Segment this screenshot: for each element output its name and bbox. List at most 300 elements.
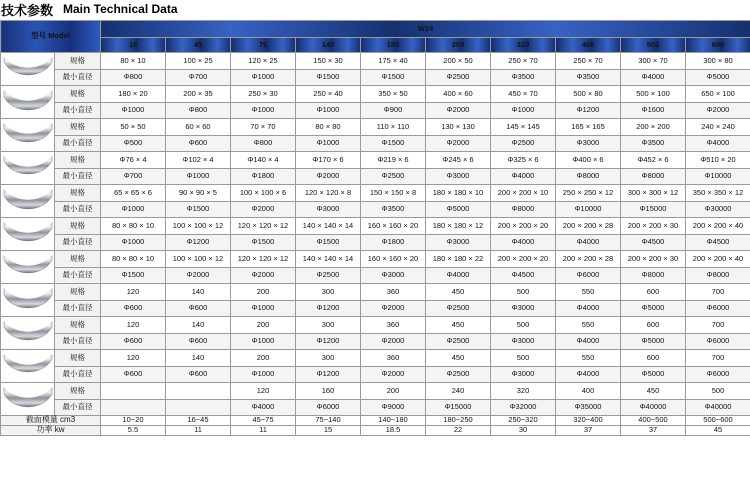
cell-r5-c1: Φ600 [166, 135, 231, 152]
cell-r11-c2: Φ1500 [231, 234, 296, 251]
cell-r18-c8: 600 [621, 350, 686, 367]
cell-r4-c5: 130 × 130 [426, 119, 491, 136]
table-row [1, 284, 750, 301]
cell-r2-c1: 200 × 35 [166, 86, 231, 103]
cell-r0-c4: 175 × 40 [361, 53, 426, 70]
row-label-spec: 规格 [55, 185, 101, 202]
table-row [1, 267, 750, 284]
cell-r13-c4: Φ3000 [361, 267, 426, 284]
arc-profile-icon [1, 185, 55, 218]
cell-r6-c7: Φ400 × 6 [556, 152, 621, 169]
cell-r1-c6: Φ3500 [491, 69, 556, 86]
cell-r1-c9: Φ5000 [686, 69, 750, 86]
cell-r19-c1: Φ600 [166, 366, 231, 383]
cell-r19-c8: Φ5000 [621, 366, 686, 383]
cell-r3-c2: Φ1000 [231, 102, 296, 119]
table-row [1, 102, 750, 119]
cell-r14-c9: 700 [686, 284, 750, 301]
cell-r15-c6: Φ3000 [491, 300, 556, 317]
cell-r16-c6: 500 [491, 317, 556, 334]
table-footer [1, 416, 750, 436]
cell-r17-c2: Φ1000 [231, 333, 296, 350]
group-header-w24: W24 [101, 21, 750, 38]
table-row [1, 350, 750, 367]
page-title-en: Main Technical Data [63, 2, 178, 16]
technical-data-table [0, 20, 750, 436]
cell-r3-c4: Φ900 [361, 102, 426, 119]
cell-r16-c3: 300 [296, 317, 361, 334]
cell-r8-c2: 100 × 100 × 6 [231, 185, 296, 202]
cell-r15-c8: Φ5000 [621, 300, 686, 317]
cell-r5-c3: Φ1000 [296, 135, 361, 152]
cell-r6-c1: Φ102 × 4 [166, 152, 231, 169]
cell-r17-c4: Φ2000 [361, 333, 426, 350]
cell-r14-c5: 450 [426, 284, 491, 301]
cell-r3-c3: Φ1000 [296, 102, 361, 119]
cell-r0-c5: 200 × 50 [426, 53, 491, 70]
table-row [1, 152, 750, 169]
cell-r9-c0: Φ1000 [101, 201, 166, 218]
cell-r14-c8: 600 [621, 284, 686, 301]
cell-r2-c7: 500 × 80 [556, 86, 621, 103]
cell-r1-c2: Φ1000 [231, 69, 296, 86]
footer-cell-r0-c5: 180~250 [426, 416, 491, 426]
cell-r18-c6: 500 [491, 350, 556, 367]
cell-r13-c0: Φ1500 [101, 267, 166, 284]
cell-r14-c1: 140 [166, 284, 231, 301]
cell-r3-c6: Φ1000 [491, 102, 556, 119]
footer-cell-r1-c6: 30 [491, 425, 556, 435]
row-label-min-diameter: 最小直径 [55, 300, 101, 317]
cell-r15-c2: Φ1000 [231, 300, 296, 317]
table-row [1, 234, 750, 251]
cell-r20-c9: 500 [686, 383, 750, 400]
cell-r16-c9: 700 [686, 317, 750, 334]
arc-profile-icon [1, 284, 55, 317]
cell-r11-c4: Φ1800 [361, 234, 426, 251]
table-row [1, 333, 750, 350]
cell-r1-c3: Φ1500 [296, 69, 361, 86]
cell-r0-c1: 100 × 25 [166, 53, 231, 70]
cell-r7-c1: Φ1000 [166, 168, 231, 185]
cell-r8-c4: 150 × 150 × 8 [361, 185, 426, 202]
cell-r17-c6: Φ3000 [491, 333, 556, 350]
cell-r7-c0: Φ700 [101, 168, 166, 185]
cell-r2-c4: 350 × 50 [361, 86, 426, 103]
cell-r6-c2: Φ140 × 4 [231, 152, 296, 169]
cell-r8-c6: 200 × 200 × 10 [491, 185, 556, 202]
cell-r21-c5: Φ15000 [426, 399, 491, 416]
cell-r9-c3: Φ3000 [296, 201, 361, 218]
cell-r15-c0: Φ600 [101, 300, 166, 317]
cell-r14-c6: 500 [491, 284, 556, 301]
cell-r19-c6: Φ3000 [491, 366, 556, 383]
cell-r16-c5: 450 [426, 317, 491, 334]
cell-r0-c9: 300 × 80 [686, 53, 750, 70]
table-row [1, 69, 750, 86]
cell-r0-c6: 250 × 70 [491, 53, 556, 70]
page-title [0, 0, 750, 18]
table-row [1, 218, 750, 235]
row-label-spec: 规格 [55, 218, 101, 235]
cell-r17-c8: Φ5000 [621, 333, 686, 350]
table-row [1, 317, 750, 334]
cell-r11-c5: Φ3000 [426, 234, 491, 251]
table-row [1, 185, 750, 202]
cell-r18-c2: 200 [231, 350, 296, 367]
cell-r8-c9: 350 × 350 × 12 [686, 185, 750, 202]
cell-r11-c0: Φ1000 [101, 234, 166, 251]
cell-r15-c7: Φ4000 [556, 300, 621, 317]
row-label-spec: 规格 [55, 350, 101, 367]
footer-cell-r1-c2: 11 [231, 425, 296, 435]
arc-profile-icon [1, 86, 55, 119]
cell-r11-c3: Φ1500 [296, 234, 361, 251]
cell-r9-c5: Φ5000 [426, 201, 491, 218]
cell-r10-c5: 180 × 180 × 12 [426, 218, 491, 235]
cell-r16-c7: 550 [556, 317, 621, 334]
size-header-5: 250 [426, 38, 491, 53]
size-header-7: 400 [556, 38, 621, 53]
cell-r7-c5: Φ3000 [426, 168, 491, 185]
row-label-min-diameter: 最小直径 [55, 267, 101, 284]
table-header [1, 21, 750, 53]
arc-profile-icon [1, 152, 55, 185]
cell-r7-c6: Φ4000 [491, 168, 556, 185]
cell-r13-c5: Φ4000 [426, 267, 491, 284]
table-row [1, 86, 750, 103]
cell-r8-c8: 300 × 300 × 12 [621, 185, 686, 202]
cell-r2-c5: 400 × 60 [426, 86, 491, 103]
footer-cell-r0-c4: 140~180 [361, 416, 426, 426]
cell-r11-c9: Φ4500 [686, 234, 750, 251]
cell-r10-c0: 80 × 80 × 10 [101, 218, 166, 235]
cell-r19-c5: Φ2500 [426, 366, 491, 383]
footer-cell-r1-c1: 11 [166, 425, 231, 435]
cell-r12-c6: 200 × 200 × 20 [491, 251, 556, 268]
cell-r9-c1: Φ1500 [166, 201, 231, 218]
footer-cell-r1-c0: 5.5 [101, 425, 166, 435]
footer-cell-r0-c1: 16~45 [166, 416, 231, 426]
footer-cell-r1-c7: 37 [556, 425, 621, 435]
cell-r15-c1: Φ600 [166, 300, 231, 317]
cell-r16-c1: 140 [166, 317, 231, 334]
table-row [1, 399, 750, 416]
cell-r5-c8: Φ3500 [621, 135, 686, 152]
cell-r6-c5: Φ245 × 6 [426, 152, 491, 169]
arc-profile-icon [1, 53, 55, 86]
cell-r5-c9: Φ4000 [686, 135, 750, 152]
cell-r4-c1: 60 × 60 [166, 119, 231, 136]
cell-r20-c1 [166, 383, 231, 400]
cell-r16-c0: 120 [101, 317, 166, 334]
cell-r0-c7: 250 × 70 [556, 53, 621, 70]
cell-r2-c8: 500 × 100 [621, 86, 686, 103]
cell-r19-c9: Φ6000 [686, 366, 750, 383]
cell-r3-c7: Φ1200 [556, 102, 621, 119]
cell-r1-c7: Φ3500 [556, 69, 621, 86]
cell-r3-c8: Φ1600 [621, 102, 686, 119]
cell-r5-c6: Φ2500 [491, 135, 556, 152]
cell-r9-c7: Φ10000 [556, 201, 621, 218]
row-label-spec: 规格 [55, 317, 101, 334]
size-header-4: 180 [361, 38, 426, 53]
cell-r7-c3: Φ2000 [296, 168, 361, 185]
cell-r6-c9: Φ510 × 20 [686, 152, 750, 169]
cell-r5-c5: Φ2000 [426, 135, 491, 152]
footer-label-1: 功率 kw [1, 425, 101, 435]
row-label-min-diameter: 最小直径 [55, 135, 101, 152]
cell-r15-c3: Φ1200 [296, 300, 361, 317]
table-row [1, 135, 750, 152]
footer-cell-r1-c8: 37 [621, 425, 686, 435]
cell-r9-c4: Φ3500 [361, 201, 426, 218]
cell-r4-c4: 110 × 110 [361, 119, 426, 136]
table-row [1, 366, 750, 383]
model-header: 型号 Model [1, 21, 101, 53]
footer-cell-r1-c9: 45 [686, 425, 750, 435]
arc-profile-icon [1, 251, 55, 284]
cell-r12-c4: 160 × 160 × 20 [361, 251, 426, 268]
cell-r19-c7: Φ4000 [556, 366, 621, 383]
cell-r3-c9: Φ2000 [686, 102, 750, 119]
arc-profile-icon [1, 350, 55, 383]
table-row [1, 251, 750, 268]
cell-r12-c9: 200 × 200 × 40 [686, 251, 750, 268]
cell-r6-c8: Φ452 × 6 [621, 152, 686, 169]
footer-cell-r0-c0: 10~20 [101, 416, 166, 426]
cell-r0-c8: 300 × 70 [621, 53, 686, 70]
header-row-model [1, 21, 750, 38]
cell-r1-c5: Φ2500 [426, 69, 491, 86]
cell-r6-c0: Φ76 × 4 [101, 152, 166, 169]
cell-r6-c3: Φ170 × 6 [296, 152, 361, 169]
cell-r13-c2: Φ2000 [231, 267, 296, 284]
cell-r4-c3: 80 × 80 [296, 119, 361, 136]
row-label-spec: 规格 [55, 284, 101, 301]
cell-r13-c1: Φ2000 [166, 267, 231, 284]
cell-r19-c4: Φ2000 [361, 366, 426, 383]
cell-r1-c4: Φ1500 [361, 69, 426, 86]
row-label-spec: 规格 [55, 53, 101, 70]
cell-r12-c7: 200 × 200 × 28 [556, 251, 621, 268]
cell-r21-c2: Φ4000 [231, 399, 296, 416]
size-header-6: 320 [491, 38, 556, 53]
cell-r10-c7: 200 × 200 × 28 [556, 218, 621, 235]
cell-r4-c6: 145 × 145 [491, 119, 556, 136]
row-label-spec: 规格 [55, 86, 101, 103]
cell-r9-c9: Φ30000 [686, 201, 750, 218]
cell-r10-c8: 200 × 200 × 30 [621, 218, 686, 235]
cell-r2-c3: 250 × 40 [296, 86, 361, 103]
size-header-2: 75 [231, 38, 296, 53]
cell-r4-c2: 70 × 70 [231, 119, 296, 136]
cell-r15-c4: Φ2000 [361, 300, 426, 317]
cell-r8-c7: 250 × 250 × 12 [556, 185, 621, 202]
cell-r0-c2: 120 × 25 [231, 53, 296, 70]
cell-r20-c4: 200 [361, 383, 426, 400]
cell-r10-c2: 120 × 120 × 12 [231, 218, 296, 235]
footer-cell-r0-c7: 320~400 [556, 416, 621, 426]
row-label-min-diameter: 最小直径 [55, 201, 101, 218]
table-row [1, 383, 750, 400]
footer-cell-r0-c6: 250~320 [491, 416, 556, 426]
cell-r0-c0: 80 × 10 [101, 53, 166, 70]
cell-r16-c2: 200 [231, 317, 296, 334]
cell-r20-c2: 120 [231, 383, 296, 400]
footer-cell-r1-c4: 18.5 [361, 425, 426, 435]
cell-r17-c3: Φ1200 [296, 333, 361, 350]
cell-r5-c7: Φ3000 [556, 135, 621, 152]
cell-r6-c6: Φ325 × 6 [491, 152, 556, 169]
cell-r1-c0: Φ800 [101, 69, 166, 86]
cell-r21-c9: Φ40000 [686, 399, 750, 416]
cell-r11-c6: Φ4000 [491, 234, 556, 251]
cell-r15-c5: Φ2500 [426, 300, 491, 317]
row-label-min-diameter: 最小直径 [55, 168, 101, 185]
footer-cell-r0-c9: 500~600 [686, 416, 750, 426]
cell-r18-c3: 300 [296, 350, 361, 367]
cell-r14-c7: 550 [556, 284, 621, 301]
cell-r12-c2: 120 × 120 × 12 [231, 251, 296, 268]
cell-r21-c3: Φ6000 [296, 399, 361, 416]
cell-r20-c8: 450 [621, 383, 686, 400]
cell-r18-c5: 450 [426, 350, 491, 367]
page-title-cn: 技术参数 [1, 2, 54, 18]
cell-r8-c5: 180 × 180 × 10 [426, 185, 491, 202]
cell-r2-c0: 180 × 20 [101, 86, 166, 103]
cell-r5-c2: Φ800 [231, 135, 296, 152]
cell-r14-c2: 200 [231, 284, 296, 301]
cell-r9-c6: Φ8000 [491, 201, 556, 218]
cell-r12-c8: 200 × 200 × 30 [621, 251, 686, 268]
row-label-spec: 规格 [55, 251, 101, 268]
row-label-spec: 规格 [55, 119, 101, 136]
footer-row [1, 416, 750, 426]
cell-r13-c7: Φ6000 [556, 267, 621, 284]
footer-row [1, 425, 750, 435]
cell-r17-c5: Φ2500 [426, 333, 491, 350]
cell-r10-c9: 200 × 200 × 40 [686, 218, 750, 235]
cell-r14-c0: 120 [101, 284, 166, 301]
cell-r18-c9: 700 [686, 350, 750, 367]
cell-r13-c8: Φ8000 [621, 267, 686, 284]
cell-r21-c1 [166, 399, 231, 416]
cell-r20-c7: 400 [556, 383, 621, 400]
table-row [1, 168, 750, 185]
cell-r19-c2: Φ1000 [231, 366, 296, 383]
cell-r13-c6: Φ4500 [491, 267, 556, 284]
cell-r13-c3: Φ2500 [296, 267, 361, 284]
header-row-sizes [1, 38, 750, 53]
size-header-3: 140 [296, 38, 361, 53]
cell-r17-c9: Φ6000 [686, 333, 750, 350]
cell-r9-c8: Φ15000 [621, 201, 686, 218]
cell-r2-c9: 650 × 100 [686, 86, 750, 103]
cell-r5-c4: Φ1500 [361, 135, 426, 152]
arc-profile-icon [1, 317, 55, 350]
cell-r2-c2: 250 × 30 [231, 86, 296, 103]
table-row [1, 53, 750, 70]
cell-r19-c3: Φ1200 [296, 366, 361, 383]
cell-r21-c7: Φ35000 [556, 399, 621, 416]
cell-r16-c4: 360 [361, 317, 426, 334]
cell-r6-c4: Φ219 × 6 [361, 152, 426, 169]
cell-r4-c0: 50 × 50 [101, 119, 166, 136]
footer-cell-r0-c3: 75~140 [296, 416, 361, 426]
cell-r1-c8: Φ4000 [621, 69, 686, 86]
cell-r7-c2: Φ1800 [231, 168, 296, 185]
cell-r16-c8: 600 [621, 317, 686, 334]
table-row [1, 119, 750, 136]
cell-r8-c1: 90 × 90 × 5 [166, 185, 231, 202]
cell-r7-c7: Φ8000 [556, 168, 621, 185]
footer-cell-r0-c2: 45~75 [231, 416, 296, 426]
row-label-spec: 规格 [55, 383, 101, 400]
cell-r18-c0: 120 [101, 350, 166, 367]
row-label-min-diameter: 最小直径 [55, 69, 101, 86]
cell-r18-c1: 140 [166, 350, 231, 367]
size-header-0: 16 [101, 38, 166, 53]
cell-r14-c4: 360 [361, 284, 426, 301]
size-header-8: 500 [621, 38, 686, 53]
cell-r20-c3: 160 [296, 383, 361, 400]
cell-r7-c4: Φ2500 [361, 168, 426, 185]
cell-r11-c7: Φ4000 [556, 234, 621, 251]
cell-r1-c1: Φ700 [166, 69, 231, 86]
cell-r4-c8: 200 × 200 [621, 119, 686, 136]
cell-r18-c4: 360 [361, 350, 426, 367]
cell-r12-c3: 140 × 140 × 14 [296, 251, 361, 268]
table-body [1, 53, 750, 416]
cell-r18-c7: 550 [556, 350, 621, 367]
cell-r14-c3: 300 [296, 284, 361, 301]
cell-r17-c1: Φ600 [166, 333, 231, 350]
footer-cell-r1-c5: 22 [426, 425, 491, 435]
cell-r10-c3: 140 × 140 × 14 [296, 218, 361, 235]
cell-r11-c1: Φ1200 [166, 234, 231, 251]
cell-r12-c5: 180 × 180 × 22 [426, 251, 491, 268]
cell-r10-c6: 200 × 200 × 20 [491, 218, 556, 235]
cell-r8-c3: 120 × 120 × 8 [296, 185, 361, 202]
table-row [1, 201, 750, 218]
cell-r7-c8: Φ8000 [621, 168, 686, 185]
cell-r0-c3: 150 × 30 [296, 53, 361, 70]
cell-r9-c2: Φ2000 [231, 201, 296, 218]
cell-r10-c4: 160 × 160 × 20 [361, 218, 426, 235]
cell-r8-c0: 65 × 65 × 6 [101, 185, 166, 202]
cell-r4-c9: 240 × 240 [686, 119, 750, 136]
table-row [1, 300, 750, 317]
row-label-min-diameter: 最小直径 [55, 366, 101, 383]
cell-r20-c6: 320 [491, 383, 556, 400]
cell-r19-c0: Φ600 [101, 366, 166, 383]
cell-r11-c8: Φ4500 [621, 234, 686, 251]
row-label-min-diameter: 最小直径 [55, 234, 101, 251]
footer-cell-r1-c3: 15 [296, 425, 361, 435]
row-label-min-diameter: 最小直径 [55, 333, 101, 350]
footer-label-0: 截面模量 cm3 [1, 416, 101, 426]
size-header-9: 600 [686, 38, 750, 53]
cell-r2-c6: 450 × 70 [491, 86, 556, 103]
cell-r4-c7: 165 × 165 [556, 119, 621, 136]
cell-r13-c9: Φ8000 [686, 267, 750, 284]
arc-profile-icon [1, 119, 55, 152]
arc-profile-icon [1, 218, 55, 251]
cell-r15-c9: Φ6000 [686, 300, 750, 317]
cell-r7-c9: Φ10000 [686, 168, 750, 185]
arc-profile-icon [1, 383, 55, 416]
